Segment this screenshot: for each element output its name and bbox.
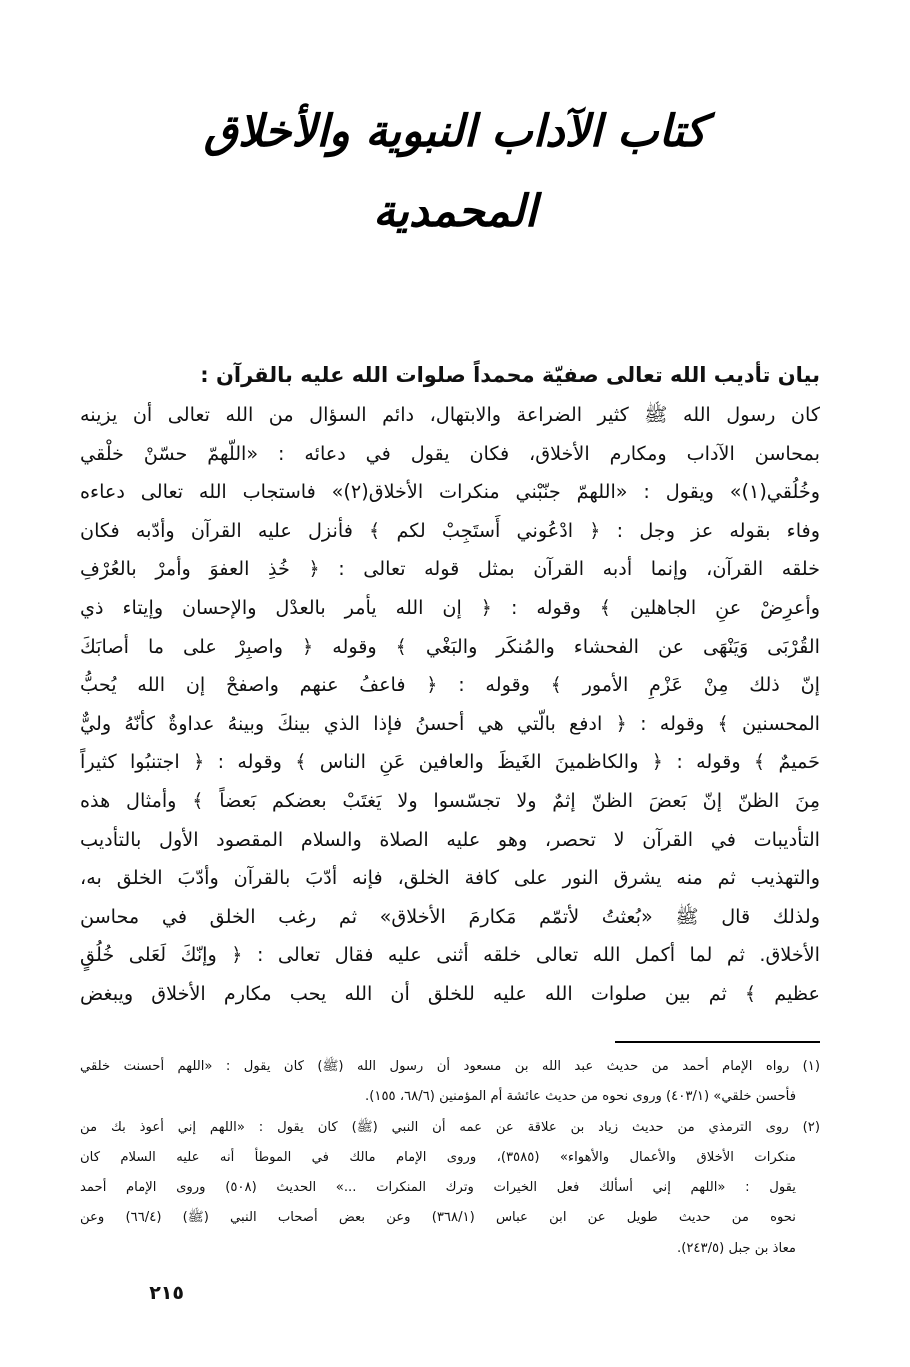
page-number: ٢١٥	[149, 1282, 184, 1304]
footnote-separator	[615, 1041, 820, 1043]
footnote-line: (٢) روى الترمذي من حديث زياد بن علاقة عن عمه أن النبي (ﷺ) كان يقول : «اللهم إني أعوذ بك من	[80, 1119, 820, 1135]
body-line: المحسنين ﴾ وقوله : ﴿ ادفع بالّتي هي أحسنُ فإذا الذي بينكَ وبينهُ عداوةٌ كأنّهُ وليٌّ	[80, 711, 820, 735]
body-line: حَميمٌ ﴾ وقوله : ﴿ والكاظمينَ الغَيظَ والعافين عَنِ الناس ﴾ وقوله : ﴿ اجتنبُوا كثيراً	[80, 750, 820, 774]
footnote-line: فأحسن خلقي» (٤٠٣/١) وروى نحوه من حديث عائشة أم المؤمنين (٦٨/٦، ١٥٥).	[365, 1089, 796, 1105]
footnote-line: منكرات الأخلاق والأعمال والأهواء» (٣٥٨٥)، وروى الإمام مالك في الموطأ أنه عليه السلام كان	[80, 1149, 796, 1165]
body-line: وأعرِضْ عنِ الجاهلين ﴾ وقوله : ﴿ إن الله يأمر بالعدْل والإحسان وإيتاء ذي	[80, 595, 820, 619]
book-title: كتاب الآداب النبوية والأخلاق المحمدية	[203, 106, 707, 237]
section-heading: بيان تأديب الله تعالى صفيّة محمداً صلوات الله عليه بالقرآن :	[200, 363, 820, 387]
body-text	[80, 396, 820, 1014]
body-line: إنّ ذلك مِنْ عَزْمِ الأمور ﴾ وقوله : ﴿ فاعفُ عنهم واصفحْ إن الله يُحبُّ	[80, 673, 820, 697]
footnote-line: معاذ بن جبل (٢٤٣/٥).	[677, 1240, 796, 1256]
body-line: وخُلُقي(١)» ويقول : «اللهمّ جنّبْني منكرات الأخلاق(٢)» فاستجاب الله تعالى دعاءه	[80, 480, 820, 504]
body-line: القُرْبَى وَيَنْهَى عن الفحشاء والمُنكَر والبَغْي ﴾ وقوله ﴿ واصبِرْ على ما أصابَكَ	[80, 634, 820, 658]
body-line: التأديبات في القرآن لا تحصر، وهو عليه الصلاة والسلام المقصود الأول بالتأديب	[80, 827, 820, 851]
body-line: الأخلاق. ثم لما أكمل الله تعالى خلقه أثنى عليه فقال تعالى : ﴿ وإنّكَ لَعَلى خُلُقٍ	[80, 943, 820, 967]
body-line: ولذلك قال ﷺ «بُعثتُ لأتمّم مَكارمَ الأخلاق» ثم رغب الخلق في محاسن	[80, 904, 820, 928]
footnote-line: يقول : «اللهم إني أسألك فعل الخيرات وترك المنكرات ...» الحديث (٥٠٨) وروى الإمام أحمد	[80, 1180, 796, 1196]
body-line: والتهذيب ثم منه يشرق النور على كافة الخلق، فإنه أدّبَ بالقرآن وأدّبَ الخلق به،	[80, 866, 820, 890]
footnotes	[80, 1052, 820, 1264]
body-line: كان رسول الله ﷺ كثير الضراعة والابتهال، دائم السؤال من الله تعالى أن يزينه	[80, 403, 820, 426]
footnote-line: (١) رواه الإمام أحمد من حديث عبد الله بن مسعود أن رسول الله (ﷺ) كان يقول : «اللهم أحسنت خلقي	[80, 1059, 820, 1074]
body-line: بمحاسن الآداب ومكارم الأخلاق، فكان يقول في دعائه : «اللّهمّ حسّنْ خلْقي	[80, 441, 820, 465]
footnote-line: نحوه من حديث طويل عن ابن عباس (٣٦٨/١) وعن بعض أصحاب النبي (ﷺ) (٦٦/٤) وعن	[80, 1210, 796, 1226]
body-line: عظيم ﴾ ثم بين صلوات الله عليه للخلق أن الله يحب مكارم الأخلاق ويبغض	[80, 981, 820, 1005]
body-line: وفاء بقوله عز وجل : ﴿ ادْعُوني أَستَجِبْ لكم ﴾ فأنزل عليه القرآن وأدّبه فكان	[80, 518, 820, 542]
body-line: مِنَ الظنّ إنّ بَعضَ الظنّ إثمٌ ولا تجسّسوا ولا يَغتَبْ بعضكم بَعضاً ﴾ وأمثال هذه	[80, 788, 820, 812]
body-line: خلقه القرآن، وإنما أدبه القرآن بمثل قوله تعالى : ﴿ خُذِ العفوَ وأمرْ بالعُرْفِ	[80, 557, 820, 581]
